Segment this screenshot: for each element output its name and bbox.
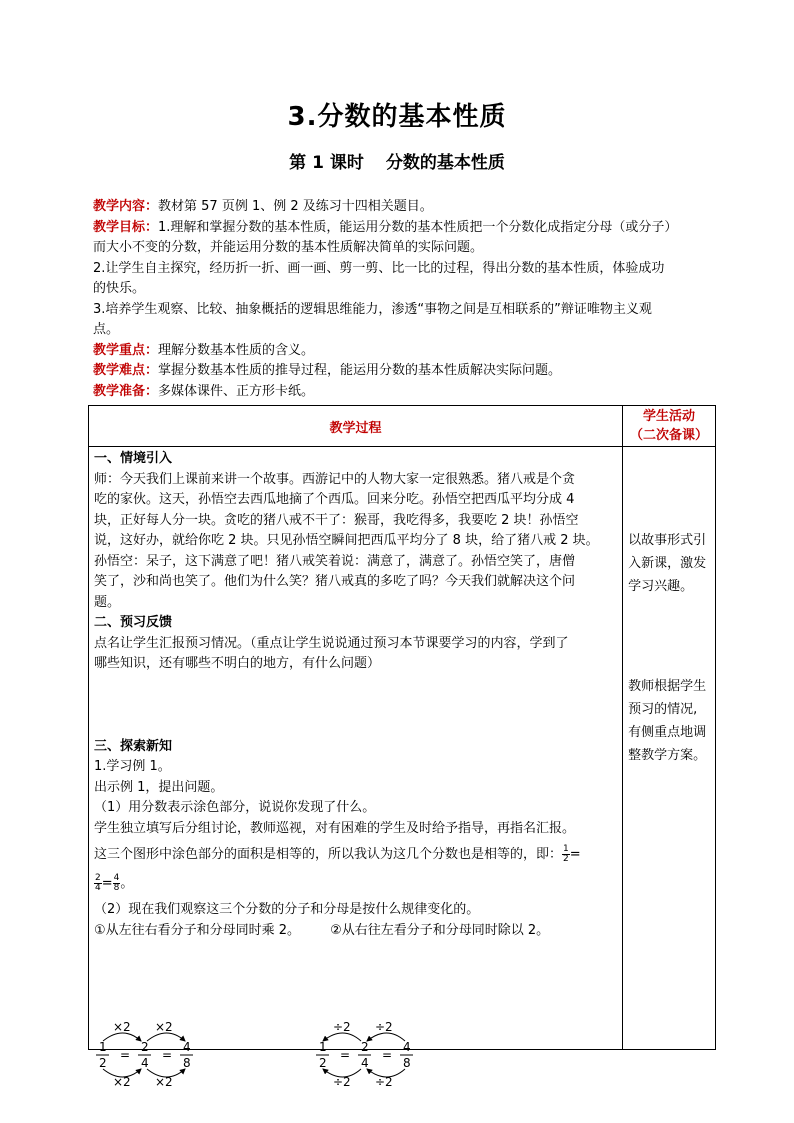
section3-title: 三、探索新知 bbox=[94, 738, 173, 754]
goal2-line1: 2.让学生自主探究，经历折一折、画一画、剪一剪、比一比的过程，得出分数的基本性质，体验成功 bbox=[93, 260, 665, 276]
lesson-number: 第 1 课时 bbox=[289, 153, 364, 173]
section3-line: 1.学习例 1。 bbox=[94, 759, 171, 774]
page-title: 3.分数的基本性质 bbox=[287, 102, 507, 132]
header-activity bbox=[623, 406, 716, 447]
left-eq-2: = bbox=[162, 1048, 173, 1062]
observation-2: ②从右往左看分子和分母同时除以 2。 bbox=[330, 922, 550, 938]
mul-bottom-2: ×2 bbox=[155, 1075, 173, 1087]
goal1-line2: 而大小不变的分数，并能运用分数的基本性质解决简单的实际问题。 bbox=[93, 240, 484, 255]
content-text: 教材第 57 页例 1、例 2 及练习十四相关题目。 bbox=[158, 199, 433, 214]
left-eq-1: = bbox=[120, 1048, 131, 1062]
lesson-intro bbox=[93, 197, 719, 402]
header-activity-line2: （二次备课） bbox=[630, 428, 709, 443]
section3-line: 出示例 1，提出问题。 bbox=[94, 779, 224, 795]
goals-label: 教学目标： bbox=[93, 219, 159, 235]
goal2-line2: 的快乐。 bbox=[93, 281, 146, 296]
fraction-4-8: $\frac{4}{8}$ bbox=[113, 872, 120, 893]
equal-fraction-line bbox=[94, 845, 617, 866]
div-bottom-1: ÷2 bbox=[333, 1075, 351, 1087]
div-bottom-2: ÷2 bbox=[375, 1075, 393, 1087]
div-top-1: ÷2 bbox=[333, 1020, 351, 1034]
mul-top-1: ×2 bbox=[113, 1020, 131, 1034]
fraction-1-2: $\frac{1}{2}$ bbox=[563, 844, 569, 864]
key-label: 教学重点： bbox=[93, 342, 159, 358]
side-note-story: 以故事形式引入新课，激发学习兴趣。 bbox=[628, 533, 707, 594]
section3-line: （1）用分数表示涂色部分，说说你发现了什么。 bbox=[94, 800, 376, 815]
section2-line: 哪些知识，还有哪些不明白的地方，有什么问题） bbox=[94, 656, 381, 671]
mul-bottom-1: ×2 bbox=[113, 1075, 131, 1087]
section1-line: 师：今天我们上课前来讲一个故事。西游记中的人物大家一定很熟悉。猪八戒是个贪 bbox=[94, 471, 576, 487]
observation-1: ①从左往右看分子和分母同时乘 2。 bbox=[94, 922, 301, 938]
div-top-2: ÷2 bbox=[375, 1020, 393, 1034]
difficulty-label: 教学难点： bbox=[93, 363, 159, 378]
fraction-2-4: $\frac{2}{4}$ bbox=[95, 872, 101, 893]
period: 。 bbox=[120, 875, 134, 891]
section1-line: 块，正好每人分一块。贪吃的猪八戒不干了：猴哥，我吃得多，我要吃 2 块！孙悟空 bbox=[94, 512, 579, 528]
mul-top-2: ×2 bbox=[155, 1020, 173, 1034]
right-den-3: 8 bbox=[403, 1056, 411, 1070]
multiply-diagram bbox=[96, 1020, 193, 1087]
header-process: 教学过程 bbox=[89, 406, 623, 447]
section1-line: 吃的家伙。这天，孙悟空去西瓜地摘了个西瓜。回来分吃。孙悟空把西瓜平均分成 4 bbox=[94, 492, 575, 507]
spacer bbox=[94, 675, 617, 737]
equals-sign: = bbox=[569, 847, 581, 862]
left-num-1: 1 bbox=[99, 1040, 107, 1054]
left-den-1: 2 bbox=[99, 1056, 107, 1070]
prep-label: 教学准备： bbox=[93, 383, 159, 399]
equal-text: 这三个图形中涂色部分的面积是相等的，所以我认为这几个分数也是相等的，即： bbox=[94, 847, 563, 862]
teaching-process-table bbox=[88, 405, 716, 1087]
prep-text: 多媒体课件、正方形卡纸。 bbox=[158, 383, 315, 399]
key-text: 理解分数基本性质的含义。 bbox=[158, 342, 315, 358]
left-den-2: 4 bbox=[141, 1056, 149, 1070]
observation-line bbox=[94, 921, 617, 942]
section1-line: 说，这好办，就给你吃 2 块。只见孙悟空瞬间把西瓜平均分了 8 块，给了猪八戒 2 块。 bbox=[94, 533, 599, 548]
right-eq-1: = bbox=[340, 1048, 351, 1062]
left-num-3: 4 bbox=[183, 1040, 191, 1054]
section1-title: 一、情境引入 bbox=[94, 451, 173, 466]
side-note-preview: 教师根据学生预习的情况,有侧重点地调整教学方案。 bbox=[628, 679, 707, 763]
goal3-line1: 3.培养学生观察、比较、抽象概括的逻辑思维能力，渗透“事物之间是互相联系的”辩证唯物主义观 bbox=[93, 301, 652, 317]
section1-line: 孙悟空：呆子，这下满意了吧！猪八戒笑着说：满意了，满意了。孙悟空笑了，唐僧 bbox=[94, 553, 576, 569]
equal-fraction-line2 bbox=[94, 874, 617, 895]
header-activity-line1: 学生活动 bbox=[643, 409, 696, 424]
section3-line: 学生独立填写后分组讨论，教师巡视，对有困难的学生及时给予指导，再指名汇报。 bbox=[94, 820, 576, 836]
activity-column bbox=[623, 447, 716, 1050]
difficulty-text: 掌握分数基本性质的推导过程，能运用分数的基本性质解决实际问题。 bbox=[158, 363, 562, 378]
process-content bbox=[89, 447, 623, 1087]
lesson-subtitle bbox=[0, 148, 794, 173]
section2-line: 点名让学生汇报预习情况。（重点让学生说说通过预习本节课要学习的内容，学到了 bbox=[94, 635, 569, 651]
goal1-line1: 1.理解和掌握分数的基本性质，能运用分数的基本性质把一个分数化成指定分母（或分子） bbox=[158, 219, 678, 235]
right-num-3: 4 bbox=[403, 1040, 411, 1054]
left-num-2: 2 bbox=[141, 1040, 149, 1054]
left-den-3: 8 bbox=[183, 1056, 191, 1070]
section1-line: 题。 bbox=[94, 594, 121, 610]
divide-diagram bbox=[316, 1020, 413, 1087]
right-eq-2: = bbox=[382, 1048, 393, 1062]
question-2: （2）现在我们观察这三个分数的分子和分母是按什么规律变化的。 bbox=[94, 902, 480, 917]
right-den-1: 2 bbox=[319, 1056, 327, 1070]
goal3-line2: 点。 bbox=[93, 322, 120, 337]
section2-title: 二、预习反馈 bbox=[94, 615, 173, 630]
section1-line: 笑了，沙和尚也笑了。他们为什么笑？猪八戒真的多吃了吗？今天我们就解决这个问 bbox=[94, 574, 576, 589]
equals-sign: = bbox=[101, 875, 113, 891]
fraction-diagrams bbox=[89, 1017, 619, 1087]
lesson-topic: 分数的基本性质 bbox=[385, 153, 505, 173]
right-num-1: 1 bbox=[319, 1040, 327, 1054]
right-den-2: 4 bbox=[361, 1056, 369, 1070]
right-num-2: 2 bbox=[361, 1040, 369, 1054]
content-label: 教学内容： bbox=[93, 199, 159, 214]
